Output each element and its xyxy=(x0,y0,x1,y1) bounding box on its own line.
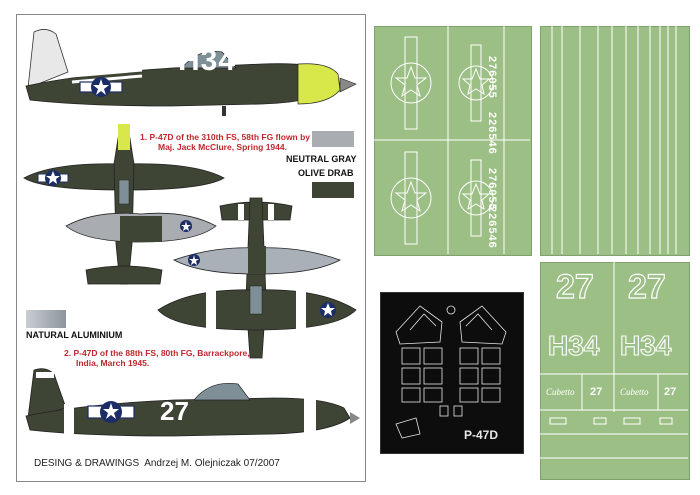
aircraft2-side-view xyxy=(24,368,360,448)
aircraft2-top-view xyxy=(152,198,360,364)
serial-number-a: 276055 xyxy=(486,56,498,99)
caption2-line1: 2. P-47D of the 88th FS, 80th FG, Barrackpore, xyxy=(64,348,250,358)
canopy-mask-label: P-47D xyxy=(464,428,499,442)
caption1-line1: 1. P-47D of the 310th FS, 58th FG flown by xyxy=(140,132,311,142)
decal-code-large-right: H34 xyxy=(620,330,672,361)
natural-aluminium-swatch xyxy=(26,310,66,328)
caption2-line2: India, March 1945. xyxy=(76,358,150,368)
neutral-gray-swatch xyxy=(312,131,354,147)
aircraft1-code-label: H34 xyxy=(178,44,237,77)
serial-number-b: 226546 xyxy=(486,112,498,155)
mask-panel-insignia-art xyxy=(374,26,530,254)
serial-number-c: 276055 xyxy=(486,168,498,211)
neutral-gray-label: NEUTRAL GRAY xyxy=(286,154,357,164)
aircraft2-under-view xyxy=(174,244,340,278)
serial-number-d: 226546 xyxy=(486,206,498,249)
decal-script-right: Cubetto xyxy=(620,387,649,397)
canopy-mask-art xyxy=(380,292,522,452)
decal-num-small-right: 27 xyxy=(664,386,677,398)
caption1-line2: Maj. Jack McClure, Spring 1944. xyxy=(158,142,287,152)
mask-panel-stripes-art xyxy=(540,26,688,254)
decal-num-large-left: 27 xyxy=(556,268,594,306)
decal-num-large-right: 27 xyxy=(628,268,666,306)
credits-footer: DESING & DRAWINGS Andrzej M. Olejniczak 07/2007 xyxy=(34,458,280,469)
aircraft2-code-label: 27 xyxy=(160,396,189,426)
olive-drab-swatch xyxy=(312,182,354,198)
natural-aluminium-label: NATURAL ALUMINIUM xyxy=(26,330,123,340)
decal-code-large-left: H34 xyxy=(548,330,600,361)
olive-drab-label: OLIVE DRAB xyxy=(298,168,354,178)
decal-num-small-left: 27 xyxy=(590,386,603,398)
decal-script-left: Cubetto xyxy=(546,387,575,397)
